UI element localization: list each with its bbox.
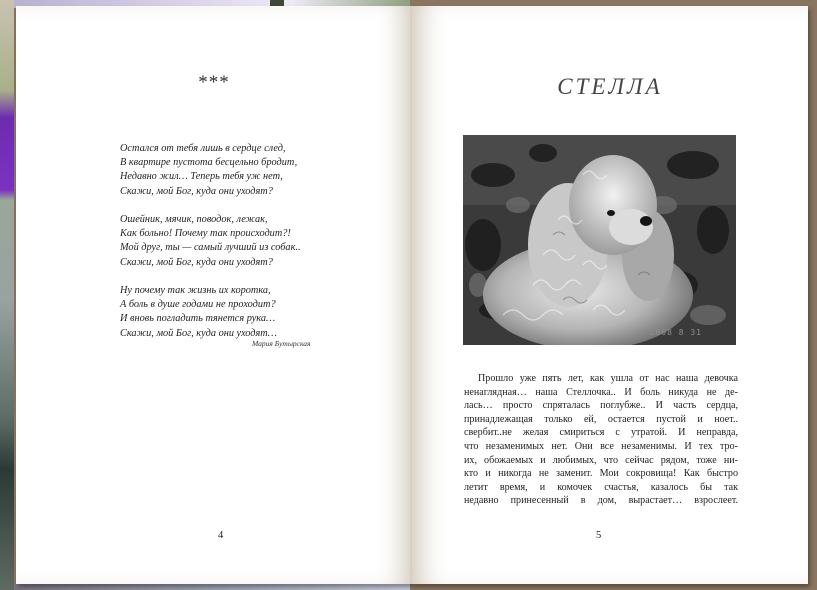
poem-stanza	[120, 213, 370, 270]
chapter-title: СТЕЛЛА	[557, 74, 663, 99]
text-line: Прошло уже пять лет, как ушла от нас наша девочка	[478, 373, 738, 384]
poem-stanza	[120, 284, 370, 341]
dog-photo-image	[463, 135, 736, 345]
text-line: принадлежащая только ей, остается пустой и ноет..	[464, 413, 738, 425]
story-text	[464, 372, 738, 508]
poem-author: Мария Бутырская	[252, 339, 311, 348]
photo-date-stamp: 2008 8 31	[649, 328, 702, 337]
poem-line: Ну почему так жизнь их коротка,	[120, 285, 271, 296]
text-line: лась… просто спряталась поглубже.. И часть сердца,	[464, 400, 738, 412]
text-line: недавно принесенный в дом, вырастает… взрослеет.	[464, 495, 738, 507]
page-number-right: 5	[596, 530, 602, 541]
poem-line: И вновь погладить тянется рука…	[120, 313, 276, 325]
poem-line: Ошейник, мячик, поводок, лежак,	[120, 214, 268, 225]
poem-heading: ***	[198, 72, 230, 93]
dog-photo	[463, 135, 736, 345]
poem-line: В квартире пустота бесцельно бродит,	[120, 157, 298, 169]
poem-line: Скажи, мой Бог, куда они уходят…	[120, 327, 277, 339]
text-line: что незаменимых нет. Они все незаменимы. И тех тро-	[464, 440, 738, 452]
right-page	[412, 6, 808, 584]
text-line: кто и никогда не заменит. Мои сокровища! Как быстро	[464, 468, 738, 480]
poem-line: Остался от тебя лишь в сердце след,	[120, 143, 286, 154]
left-page	[16, 6, 412, 584]
poem-line: Недавно жил… Теперь тебя уж нет,	[120, 171, 283, 183]
page-number-left: 4	[218, 530, 224, 541]
text-line: их, обожаемых и любимых, что сейчас рядом, тоже ни-	[464, 454, 738, 466]
poem-line: А боль в душе годами не проходит?	[120, 299, 276, 311]
text-line: свербит..не желая смириться с утратой. И неправда,	[464, 427, 738, 439]
poem-stanza	[120, 142, 370, 199]
poem	[120, 142, 370, 355]
poem-line: Скажи, мой Бог, куда они уходят?	[120, 185, 273, 197]
poem-line: Мой друг, ты — самый лучший из собак..	[120, 242, 301, 254]
poem-line: Как больно! Почему так происходит?!	[120, 228, 291, 240]
book-spread	[14, 6, 810, 584]
text-line: ненаглядная… наша Стеллочка.. И боль никуда не де-	[464, 386, 738, 398]
text-line: летит время, и комочек счастья, казалось бы так	[464, 481, 738, 493]
poem-line: Скажи, мой Бог, куда они уходят?	[120, 256, 273, 268]
